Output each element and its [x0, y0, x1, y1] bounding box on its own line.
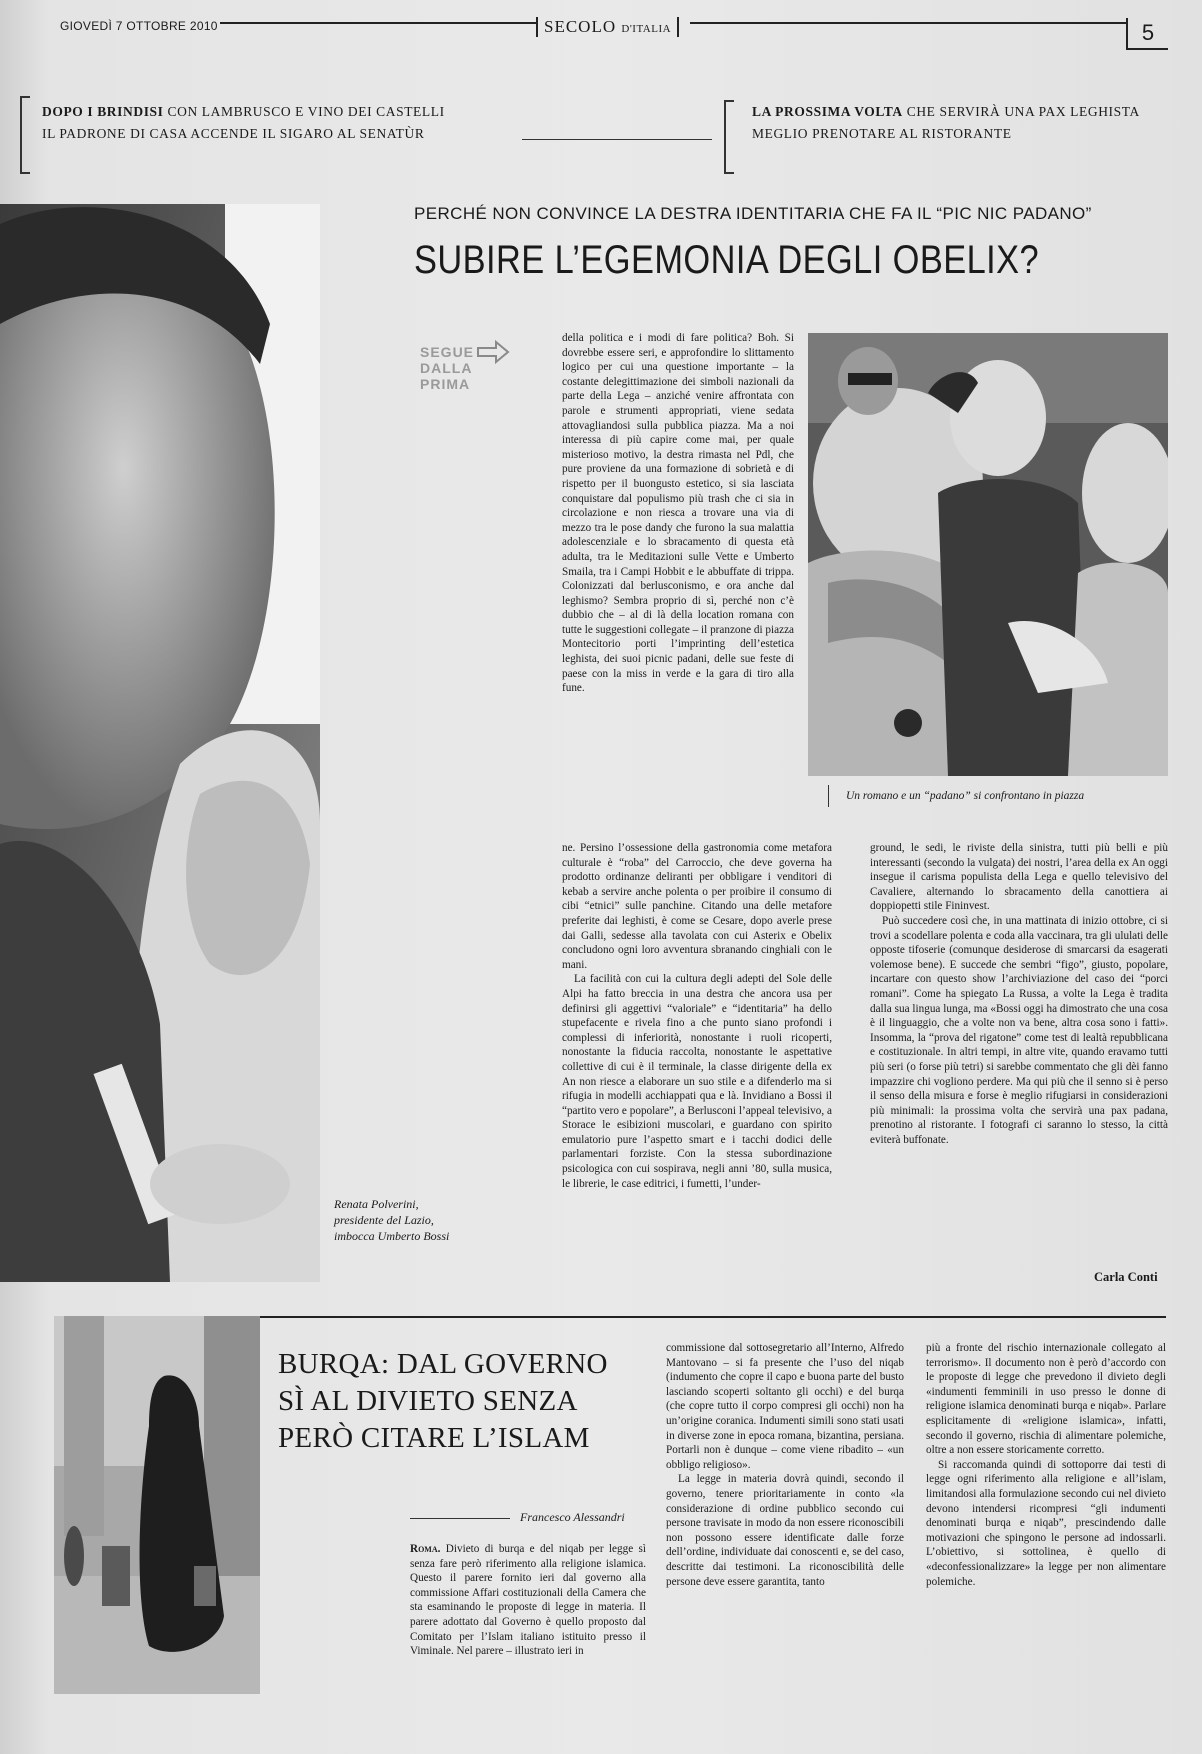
- burqa-headline[interactable]: [278, 1346, 608, 1457]
- article-headline[interactable]: SUBIRE L’EGEMONIA DEGLI OBELIX?: [414, 238, 1040, 282]
- masthead-rule-left: [220, 22, 536, 24]
- article-column-3: [870, 841, 1168, 1261]
- segue-line: PRIMA: [420, 376, 471, 392]
- byline-rule: [410, 1518, 510, 1519]
- piazza-photo-caption: Un romano e un “padano” si confrontano in piazza: [846, 790, 1085, 802]
- paragraph: più a fronte del rischio internazionale collegato al terrorismo». Il documento non è però d’accordo con le proposte di legge che prevedono il divieto degli «indumenti femminili in uso presso le donne di religione islamica denominati burqa e niqab». Parlare esplicitamente di «religione islamica», infatti, secondo il governo, rischia di alimentare polemiche, oltre a non essere storicamente corretto.: [926, 1342, 1166, 1457]
- teaser-right[interactable]: [752, 101, 1140, 145]
- article-kicker: PERCHÉ NON CONVINCE LA DESTRA IDENTITARIA CHE FA IL “PIC NIC PADANO”: [414, 204, 1092, 223]
- teaser-right-rest: CHE SERVIRÀ UNA PAX LEGHISTA: [902, 104, 1140, 119]
- teaser-left-rest: CON LAMBRUSCO E VINO DEI CASTELLI: [163, 104, 445, 119]
- teaser-left-line2: IL PADRONE DI CASA ACCENDE IL SIGARO AL SENATÙR: [42, 126, 425, 141]
- burqa-column-3: [926, 1341, 1166, 1697]
- paragraph: La facilità con cui la cultura degli adepti del Sole delle Alpi ha fatto breccia in una destra che ancora usa per definirsi gli aggettivi “valoriale” e “identitaria” ha dello stupefacente e rivela fino a che punto siano profondi i complessi di inferiorità, nonostante i ruoli ricoperti, nonostante la fiducia raccolta, nonostante le aspettative collettive di cui è il terminale, la classe dirigente della ex An non riesce a elaborare un suo stile e a difenderlo ma si rifugia in modelli acchiappati qua e là. Invidiano a Bossi il “partito vero e popolare”, a Berlusconi l’appeal televisivo, a Storace le esibizioni muscolari, e guardano con spirito emulatorio pure l’aspetto smart e i tacchi dodici delle parlamentari forziste. Con la stessa subordinazione psicologica con cui sospirava, negli anni ’80, sulla musica, le librerie, le case editrici, i fumetti, l’under-: [562, 973, 832, 1190]
- left-photo-caption: [334, 1196, 474, 1244]
- paragraph: Può succedere così che, in una mattinata di inizio ottobre, ci si trovi a scodellare polenta e coda alla vaccinara, tra gli ululati delle opposte tifoserie (comunque desiderose di smarcarsi da esagerati volemose bene). E succede che sembri “figo”, giusto, popolare, incartare con questo show l’archiviazione del caso dei “porci romani”. Come ha spiegato La Russa, a volte la Lega è tradita dalla sua lingua lunga, ma «Bossi oggi ha dimostrato che una cosa è il linguaggio, che a volte non va bene, altra cosa sono i fatti». Insomma, la “prova del rigatone” come test di lealtà repubblicana e costituzionale. In altri tempi, in altre vite, quando eravamo tutti più seri (o forse più tetri) si sarebbe commentato che gli dèi fanno impazzire chi vogliono perdere. Ma qui più che il senno si è perso il senso della misura e forse è meglio rifugiarsi in considerazioni più minimali: la prossima volta che servirà una pax padana, prenotino al ristorante. I fotografi ci saranno lo stesso, la città eviterà buffonate.: [870, 914, 1168, 1146]
- page-number: 5: [1126, 18, 1168, 50]
- teaser-left-bracket: [20, 96, 30, 174]
- newspaper-title: [536, 17, 679, 37]
- photo-burqa-image: [54, 1316, 260, 1694]
- issue-date: GIOVEDÌ 7 OTTOBRE 2010: [60, 19, 218, 33]
- photo-polverini-bossi: [0, 204, 320, 1282]
- burqa-byline: Francesco Alessandri: [520, 1510, 625, 1524]
- teaser-right-lead: LA PROSSIMA VOLTA: [752, 104, 903, 119]
- segue-dalla-prima[interactable]: [420, 344, 474, 392]
- photo-piazza-confronto: [808, 333, 1168, 776]
- paragraph: commissione dal sottosegretario all’Interno, Alfredo Mantovano – si fa presente che l’uso del niqab (indumento che copre il capo e buona parte del busto lasciando scoperti soltanto gli occhi) e del burqa (che copre tutto il corpo compresi gli occhi) non ha un’origine coranica. Indumenti simili sono stati usati in diverse zone in epoca romana, bizantina, persiana. Portarli non è dunque – come viene ribadito – «un obbligo religioso».: [666, 1342, 904, 1471]
- paragraph: ground, le sedi, le riviste della sinistra, tutti più belli e più interessanti (secondo la vulgata) dei nostri, l’area della ex An oggi insegue il carisma populista della Lega e quello televisivo del Cavaliere, alternando lo sbracamento della canottiera ai doppiopetti stile Fininvest.: [870, 842, 1168, 913]
- burqa-headline-line: SÌ AL DIVIETO SENZA: [278, 1385, 578, 1417]
- burqa-headline-line: PERÒ CITARE L’ISLAM: [278, 1422, 590, 1454]
- caption-rule: [828, 785, 829, 807]
- paragraph: della politica e i modi di fare politica? Boh. Si dovrebbe essere seri, e approfondire lo slittamento logico per cui una questione importante – la costante delegittimazione dei simboli nazionali da parte della Lega – anziché venire affrontata con parole e strumenti appropriati, viene sedata attovagliandosi sulla pubblica piazza. Ma a noi interessa di più capire come mai, per quale misterioso motivo, la destra rimasta nel Pdl, che pure proviene da una formazione di sobrietà e di rispetto per il buongusto estetico, si sia lasciata conquistare dal populismo più trash che ci sia in circolazione e non riesca a trovare una via di mezzo tra le pose dandy che furono la sua malattia adolescenziale e lo sbracamento di questa età adulta, tra le Meditazioni sulle Vette e Umberto Smaila, tra i Campi Hobbit e le abbuffate di trippa. Colonizzati dal berlusconismo, e ora anche dal leghismo? Sembra proprio di sì, perché non c’è dubbio che – al di là della location romana con tutte le suggestioni collegate – il pranzone di piazza Montecitorio porti l’imprinting dell’estetica leghista, dei suoi picnic padani, delle sue feste di paese con la miss in verde e la gara di tiro alla fune.: [562, 332, 794, 695]
- photo-piazza-image: [808, 333, 1168, 776]
- teaser-left[interactable]: [42, 101, 445, 145]
- dateline-city: Roma.: [410, 1543, 441, 1555]
- teaser-divider: [522, 139, 712, 140]
- paragraph: ne. Persino l’ossessione della gastronomia come metafora culturale è “roba” del Carroccio, che deve governa ha prodotto ordinanze deliranti per obbligare i venditori di kebab a servire anche polenta o per proibire il consumo di cibi “etnici” sulle panchine. Citando una delle metafore preferite dai leghisti, è come se Cesare, dopo averle prese dai Galli, sedesse alla tavolata con cui Asterix e Obelix concludono ogni loro avventura sbranando cinghiali con le mani.: [562, 842, 832, 971]
- masthead-rule-right: [690, 22, 1126, 24]
- arrow-right-icon: [476, 340, 510, 364]
- left-caption-line: imbocca Umberto Bossi: [334, 1229, 450, 1243]
- burqa-column-1: [410, 1542, 646, 1706]
- segue-line: DALLA: [420, 360, 473, 376]
- newspaper-name: SECOLO: [544, 17, 617, 36]
- teaser-left-lead: DOPO I BRINDISI: [42, 104, 164, 119]
- paragraph: La legge in materia dovrà quindi, secondo il governo, tenere prioritariamente in conto «la considerazione di ordine pubblico secondo cui persone travisate in modo da non essere riconoscibili non possono essere identificate dalle forze dell’ordine, individuate dai conoscenti e, se del caso, descritte dai testimoni. La riconoscibilità delle persone deve essere garantita, tanto: [666, 1473, 904, 1588]
- left-caption-line: presidente del Lazio,: [334, 1213, 434, 1227]
- teaser-right-bracket: [724, 100, 734, 174]
- burqa-headline-line: BURQA: DAL GOVERNO: [278, 1348, 608, 1380]
- photo-polverini-bossi-image: [0, 204, 320, 1282]
- paragraph-text: Divieto di burqa e del niqab per legge sì senza fare però riferimento alla religione islamica. Questo il parere fornito ieri dal governo alla commissione Affari costituzionali della Camera che sta esaminando le proposte di legge in materia. Il parere adottato dal Governo è quello proposto dal Comitato per l’Islam italiano istituito presso il Viminale. Nel parere – illustrato ieri in: [410, 1543, 646, 1658]
- photo-burqa: [54, 1316, 260, 1694]
- burqa-column-2: [666, 1341, 904, 1707]
- segue-line: SEGUE: [420, 344, 475, 360]
- paragraph: [410, 1542, 646, 1659]
- teaser-right-line2: MEGLIO PRENOTARE AL RISTORANTE: [752, 126, 1012, 141]
- article-column-1: [562, 331, 794, 841]
- article-column-2: [562, 841, 832, 1281]
- paragraph: Si raccomanda quindi di sottoporre dai testi di legge ogni riferimento alla religione e all’islam, limitandosi alla formulazione secondo cui nel divieto devono intendersi ricompresi “gli indumenti denominati burqa e niqab”, prescindendo dalle motivazioni che spingono le persone ad indossarli. L’obiettivo, si sottolinea, è quello di «deconfessionalizzare» la legge per non alimentare polemiche.: [926, 1458, 1166, 1588]
- article-author: Carla Conti: [1094, 1270, 1158, 1284]
- left-caption-line: Renata Polverini,: [334, 1197, 419, 1211]
- newspaper-name-suffix: D'ITALIA: [621, 23, 672, 35]
